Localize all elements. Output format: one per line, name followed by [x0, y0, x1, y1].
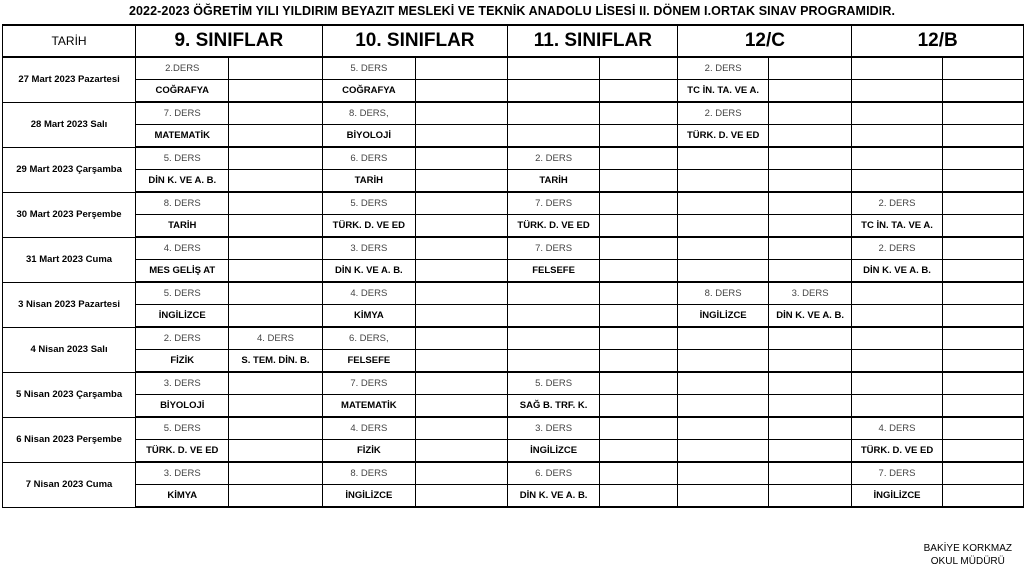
- lesson-period-cell: 6. DERS: [322, 147, 416, 170]
- subject-cell: [229, 485, 322, 508]
- lesson-period-cell: [942, 282, 1023, 305]
- principal-title: OKUL MÜDÜRÜ: [930, 556, 1005, 567]
- subject-cell: TÜRK. D. VE ED: [508, 215, 600, 238]
- day-row: [3, 237, 1024, 260]
- lesson-period-cell: [229, 282, 322, 305]
- lesson-period-cell: 4. DERS: [322, 417, 416, 440]
- subject-cell: MATEMATİK: [322, 395, 416, 418]
- lesson-period-cell: [599, 327, 678, 350]
- lesson-period-cell: 2. DERS: [508, 147, 600, 170]
- lesson-period-cell: [416, 282, 508, 305]
- subject-cell: [416, 80, 508, 103]
- subject-cell: BİYOLOJİ: [322, 125, 416, 148]
- lesson-period-cell: 8. DERS: [136, 192, 229, 215]
- lesson-period-cell: [942, 372, 1023, 395]
- lesson-period-cell: [229, 192, 322, 215]
- lesson-period-cell: [229, 102, 322, 125]
- lesson-period-cell: [942, 237, 1023, 260]
- subject-cell: [599, 305, 678, 328]
- subject-cell: [678, 440, 768, 463]
- subject-cell: KİMYA: [136, 485, 229, 508]
- subject-cell: DİN K. VE A. B.: [852, 260, 942, 283]
- subject-cell: [599, 485, 678, 508]
- subject-cell: SAĞ B. TRF. K.: [508, 395, 600, 418]
- subject-cell: [229, 260, 322, 283]
- subject-cell: [508, 80, 600, 103]
- subject-cell: [678, 395, 768, 418]
- subject-cell: [678, 170, 768, 193]
- subject-cell: [416, 440, 508, 463]
- subject-cell: MATEMATİK: [136, 125, 229, 148]
- lesson-period-cell: 5. DERS: [508, 372, 600, 395]
- lesson-period-cell: [416, 192, 508, 215]
- day-row-subjects: [3, 80, 1024, 103]
- subject-cell: FİZİK: [322, 440, 416, 463]
- date-cell: 4 Nisan 2023 Salı: [3, 327, 136, 372]
- subject-cell: TÜRK. D. VE ED: [678, 125, 768, 148]
- exam-schedule-table: [2, 24, 1024, 508]
- lesson-period-cell: [852, 57, 942, 80]
- subject-cell: [508, 350, 600, 373]
- subject-cell: [768, 485, 851, 508]
- subject-cell: [229, 395, 322, 418]
- lesson-period-cell: [678, 462, 768, 485]
- subject-cell: FELSEFE: [322, 350, 416, 373]
- lesson-period-cell: [942, 417, 1023, 440]
- lesson-period-cell: [852, 147, 942, 170]
- lesson-period-cell: 2. DERS: [852, 192, 942, 215]
- lesson-period-cell: [678, 417, 768, 440]
- subject-cell: [768, 260, 851, 283]
- lesson-period-cell: [229, 147, 322, 170]
- lesson-period-cell: [508, 57, 600, 80]
- subject-cell: İNGİLİZCE: [852, 485, 942, 508]
- subject-cell: [229, 215, 322, 238]
- day-row: [3, 57, 1024, 80]
- lesson-period-cell: [508, 327, 600, 350]
- lesson-period-cell: [599, 57, 678, 80]
- subject-cell: [678, 485, 768, 508]
- day-row-subjects: [3, 170, 1024, 193]
- subject-cell: [942, 260, 1023, 283]
- lesson-period-cell: 4. DERS: [229, 327, 322, 350]
- subject-cell: DİN K. VE A. B.: [508, 485, 600, 508]
- subject-cell: [942, 125, 1023, 148]
- subject-cell: [942, 440, 1023, 463]
- subject-cell: [229, 440, 322, 463]
- day-row-subjects: [3, 215, 1024, 238]
- lesson-period-cell: 7. DERS: [508, 192, 600, 215]
- subject-cell: [942, 215, 1023, 238]
- day-row-subjects: [3, 305, 1024, 328]
- day-row: [3, 417, 1024, 440]
- header-class-12c: 12/C: [678, 25, 852, 57]
- subject-cell: [768, 125, 851, 148]
- lesson-period-cell: 5. DERS: [136, 147, 229, 170]
- lesson-period-cell: [599, 372, 678, 395]
- subject-cell: [599, 80, 678, 103]
- lesson-period-cell: [599, 462, 678, 485]
- lesson-period-cell: 7. DERS: [136, 102, 229, 125]
- subject-cell: TARİH: [322, 170, 416, 193]
- lesson-period-cell: 4. DERS: [852, 417, 942, 440]
- subject-cell: [852, 395, 942, 418]
- lesson-period-cell: [768, 327, 851, 350]
- lesson-period-cell: [678, 192, 768, 215]
- subject-cell: [416, 395, 508, 418]
- lesson-period-cell: [768, 147, 851, 170]
- lesson-period-cell: [942, 102, 1023, 125]
- lesson-period-cell: 3. DERS: [768, 282, 851, 305]
- day-row-subjects: [3, 485, 1024, 508]
- lesson-period-cell: [599, 147, 678, 170]
- lesson-period-cell: [508, 102, 600, 125]
- subject-cell: MES GELİŞ AT: [136, 260, 229, 283]
- lesson-period-cell: [416, 417, 508, 440]
- lesson-period-cell: [229, 372, 322, 395]
- lesson-period-cell: [229, 57, 322, 80]
- subject-cell: [229, 305, 322, 328]
- lesson-period-cell: 3. DERS: [136, 462, 229, 485]
- subject-cell: [942, 485, 1023, 508]
- lesson-period-cell: [416, 327, 508, 350]
- day-row: [3, 462, 1024, 485]
- lesson-period-cell: 8. DERS: [678, 282, 768, 305]
- subject-cell: İNGİLİZCE: [678, 305, 768, 328]
- lesson-period-cell: [768, 192, 851, 215]
- subject-cell: [852, 170, 942, 193]
- subject-cell: DİN K. VE A. B.: [768, 305, 851, 328]
- subject-cell: [416, 215, 508, 238]
- day-row: [3, 192, 1024, 215]
- subject-cell: [416, 305, 508, 328]
- subject-cell: [768, 80, 851, 103]
- subject-cell: FİZİK: [136, 350, 229, 373]
- lesson-period-cell: [416, 462, 508, 485]
- lesson-period-cell: 3. DERS: [508, 417, 600, 440]
- subject-cell: [942, 305, 1023, 328]
- subject-cell: BİYOLOJİ: [136, 395, 229, 418]
- lesson-period-cell: 7. DERS: [322, 372, 416, 395]
- subject-cell: [678, 350, 768, 373]
- subject-cell: TÜRK. D. VE ED: [322, 215, 416, 238]
- lesson-period-cell: 3. DERS: [136, 372, 229, 395]
- lesson-period-cell: [416, 102, 508, 125]
- lesson-period-cell: [678, 147, 768, 170]
- day-row-subjects: [3, 440, 1024, 463]
- date-cell: 6 Nisan 2023 Perşembe: [3, 417, 136, 462]
- subject-cell: [599, 170, 678, 193]
- subject-cell: [599, 260, 678, 283]
- day-row: [3, 147, 1024, 170]
- subject-cell: TC İN. TA. VE A.: [678, 80, 768, 103]
- subject-cell: KİMYA: [322, 305, 416, 328]
- subject-cell: [416, 350, 508, 373]
- subject-cell: [599, 125, 678, 148]
- subject-cell: TC İN. TA. VE A.: [852, 215, 942, 238]
- header-class-9: 9. SINIFLAR: [136, 25, 322, 57]
- lesson-period-cell: [852, 372, 942, 395]
- lesson-period-cell: 6. DERS: [508, 462, 600, 485]
- date-cell: 30 Mart 2023 Perşembe: [3, 192, 136, 237]
- lesson-period-cell: [599, 282, 678, 305]
- subject-cell: İNGİLİZCE: [136, 305, 229, 328]
- subject-cell: TÜRK. D. VE ED: [136, 440, 229, 463]
- lesson-period-cell: [942, 327, 1023, 350]
- lesson-period-cell: 2. DERS: [136, 327, 229, 350]
- subject-cell: [599, 350, 678, 373]
- lesson-period-cell: [229, 417, 322, 440]
- header-class-12b: 12/B: [852, 25, 1024, 57]
- lesson-period-cell: 8. DERS,: [322, 102, 416, 125]
- subject-cell: [768, 350, 851, 373]
- subject-cell: [416, 170, 508, 193]
- subject-cell: İNGİLİZCE: [508, 440, 600, 463]
- lesson-period-cell: 2.DERS: [136, 57, 229, 80]
- lesson-period-cell: 5. DERS: [136, 417, 229, 440]
- lesson-period-cell: [942, 57, 1023, 80]
- lesson-period-cell: [416, 372, 508, 395]
- date-cell: 7 Nisan 2023 Cuma: [3, 462, 136, 507]
- principal-name: BAKİYE KORKMAZ: [923, 543, 1012, 554]
- subject-cell: [768, 440, 851, 463]
- lesson-period-cell: [942, 462, 1023, 485]
- header-date-column: TARİH: [3, 25, 136, 57]
- lesson-period-cell: 4. DERS: [136, 237, 229, 260]
- lesson-period-cell: [768, 462, 851, 485]
- header-class-11: 11. SINIFLAR: [508, 25, 678, 57]
- subject-cell: DİN K. VE A. B.: [322, 260, 416, 283]
- subject-cell: [942, 80, 1023, 103]
- subject-cell: [768, 170, 851, 193]
- subject-cell: [678, 260, 768, 283]
- date-cell: 5 Nisan 2023 Çarşamba: [3, 372, 136, 417]
- lesson-period-cell: [599, 417, 678, 440]
- lesson-period-cell: 3. DERS: [322, 237, 416, 260]
- day-row: [3, 102, 1024, 125]
- subject-cell: [852, 125, 942, 148]
- subject-cell: [229, 125, 322, 148]
- subject-cell: COĞRAFYA: [136, 80, 229, 103]
- subject-cell: [852, 80, 942, 103]
- lesson-period-cell: [768, 102, 851, 125]
- subject-cell: [599, 395, 678, 418]
- page-title: 2022-2023 ÖĞRETİM YILI YILDIRIM BEYAZIT MESLEKİ VE TEKNİK ANADOLU LİSESİ II. DÖNEM I.ORTAK SINAV PROGRAMIDIR.: [128, 4, 896, 18]
- subject-cell: [416, 125, 508, 148]
- day-row-subjects: [3, 395, 1024, 418]
- lesson-period-cell: [678, 372, 768, 395]
- date-cell: 28 Mart 2023 Salı: [3, 102, 136, 147]
- subject-cell: [599, 440, 678, 463]
- subject-cell: COĞRAFYA: [322, 80, 416, 103]
- lesson-period-cell: [678, 327, 768, 350]
- day-row-subjects: [3, 125, 1024, 148]
- lesson-period-cell: [852, 327, 942, 350]
- day-row: [3, 282, 1024, 305]
- subject-cell: [229, 80, 322, 103]
- subject-cell: [678, 215, 768, 238]
- subject-cell: İNGİLİZCE: [322, 485, 416, 508]
- lesson-period-cell: [416, 147, 508, 170]
- header-row: [3, 25, 1024, 57]
- subject-cell: [768, 215, 851, 238]
- lesson-period-cell: 5. DERS: [136, 282, 229, 305]
- lesson-period-cell: 2. DERS: [678, 57, 768, 80]
- lesson-period-cell: 5. DERS: [322, 57, 416, 80]
- lesson-period-cell: [508, 282, 600, 305]
- date-cell: 3 Nisan 2023 Pazartesi: [3, 282, 136, 327]
- lesson-period-cell: [942, 147, 1023, 170]
- date-cell: 31 Mart 2023 Cuma: [3, 237, 136, 282]
- subject-cell: [768, 395, 851, 418]
- subject-cell: [852, 350, 942, 373]
- lesson-period-cell: 5. DERS: [322, 192, 416, 215]
- subject-cell: [229, 170, 322, 193]
- subject-cell: [942, 395, 1023, 418]
- subject-cell: DİN K. VE A. B.: [136, 170, 229, 193]
- day-row: [3, 372, 1024, 395]
- subject-cell: [942, 170, 1023, 193]
- subject-cell: [416, 485, 508, 508]
- subject-cell: [508, 125, 600, 148]
- subject-cell: TARİH: [136, 215, 229, 238]
- lesson-period-cell: [229, 462, 322, 485]
- lesson-period-cell: 8. DERS: [322, 462, 416, 485]
- lesson-period-cell: 7. DERS: [852, 462, 942, 485]
- day-row-subjects: [3, 350, 1024, 373]
- subject-cell: [852, 305, 942, 328]
- subject-cell: S. TEM. DİN. B.: [229, 350, 322, 373]
- day-row-subjects: [3, 260, 1024, 283]
- date-cell: 29 Mart 2023 Çarşamba: [3, 147, 136, 192]
- subject-cell: [599, 215, 678, 238]
- lesson-period-cell: [768, 237, 851, 260]
- lesson-period-cell: [768, 372, 851, 395]
- lesson-period-cell: [768, 417, 851, 440]
- lesson-period-cell: 7. DERS: [508, 237, 600, 260]
- date-cell: 27 Mart 2023 Pazartesi: [3, 57, 136, 102]
- lesson-period-cell: [416, 57, 508, 80]
- signature-block: [924, 542, 1012, 568]
- header-class-10: 10. SINIFLAR: [322, 25, 508, 57]
- lesson-period-cell: [229, 237, 322, 260]
- lesson-period-cell: [768, 57, 851, 80]
- lesson-period-cell: [599, 192, 678, 215]
- lesson-period-cell: [852, 282, 942, 305]
- day-row: [3, 327, 1024, 350]
- lesson-period-cell: [852, 102, 942, 125]
- lesson-period-cell: [942, 192, 1023, 215]
- subject-cell: [942, 350, 1023, 373]
- lesson-period-cell: [599, 237, 678, 260]
- lesson-period-cell: 4. DERS: [322, 282, 416, 305]
- subject-cell: FELSEFE: [508, 260, 600, 283]
- lesson-period-cell: 2. DERS: [852, 237, 942, 260]
- lesson-period-cell: [416, 237, 508, 260]
- subject-cell: [508, 305, 600, 328]
- lesson-period-cell: 6. DERS,: [322, 327, 416, 350]
- lesson-period-cell: [678, 237, 768, 260]
- subject-cell: TÜRK. D. VE ED: [852, 440, 942, 463]
- lesson-period-cell: [599, 102, 678, 125]
- subject-cell: TARİH: [508, 170, 600, 193]
- lesson-period-cell: 2. DERS: [678, 102, 768, 125]
- subject-cell: [416, 260, 508, 283]
